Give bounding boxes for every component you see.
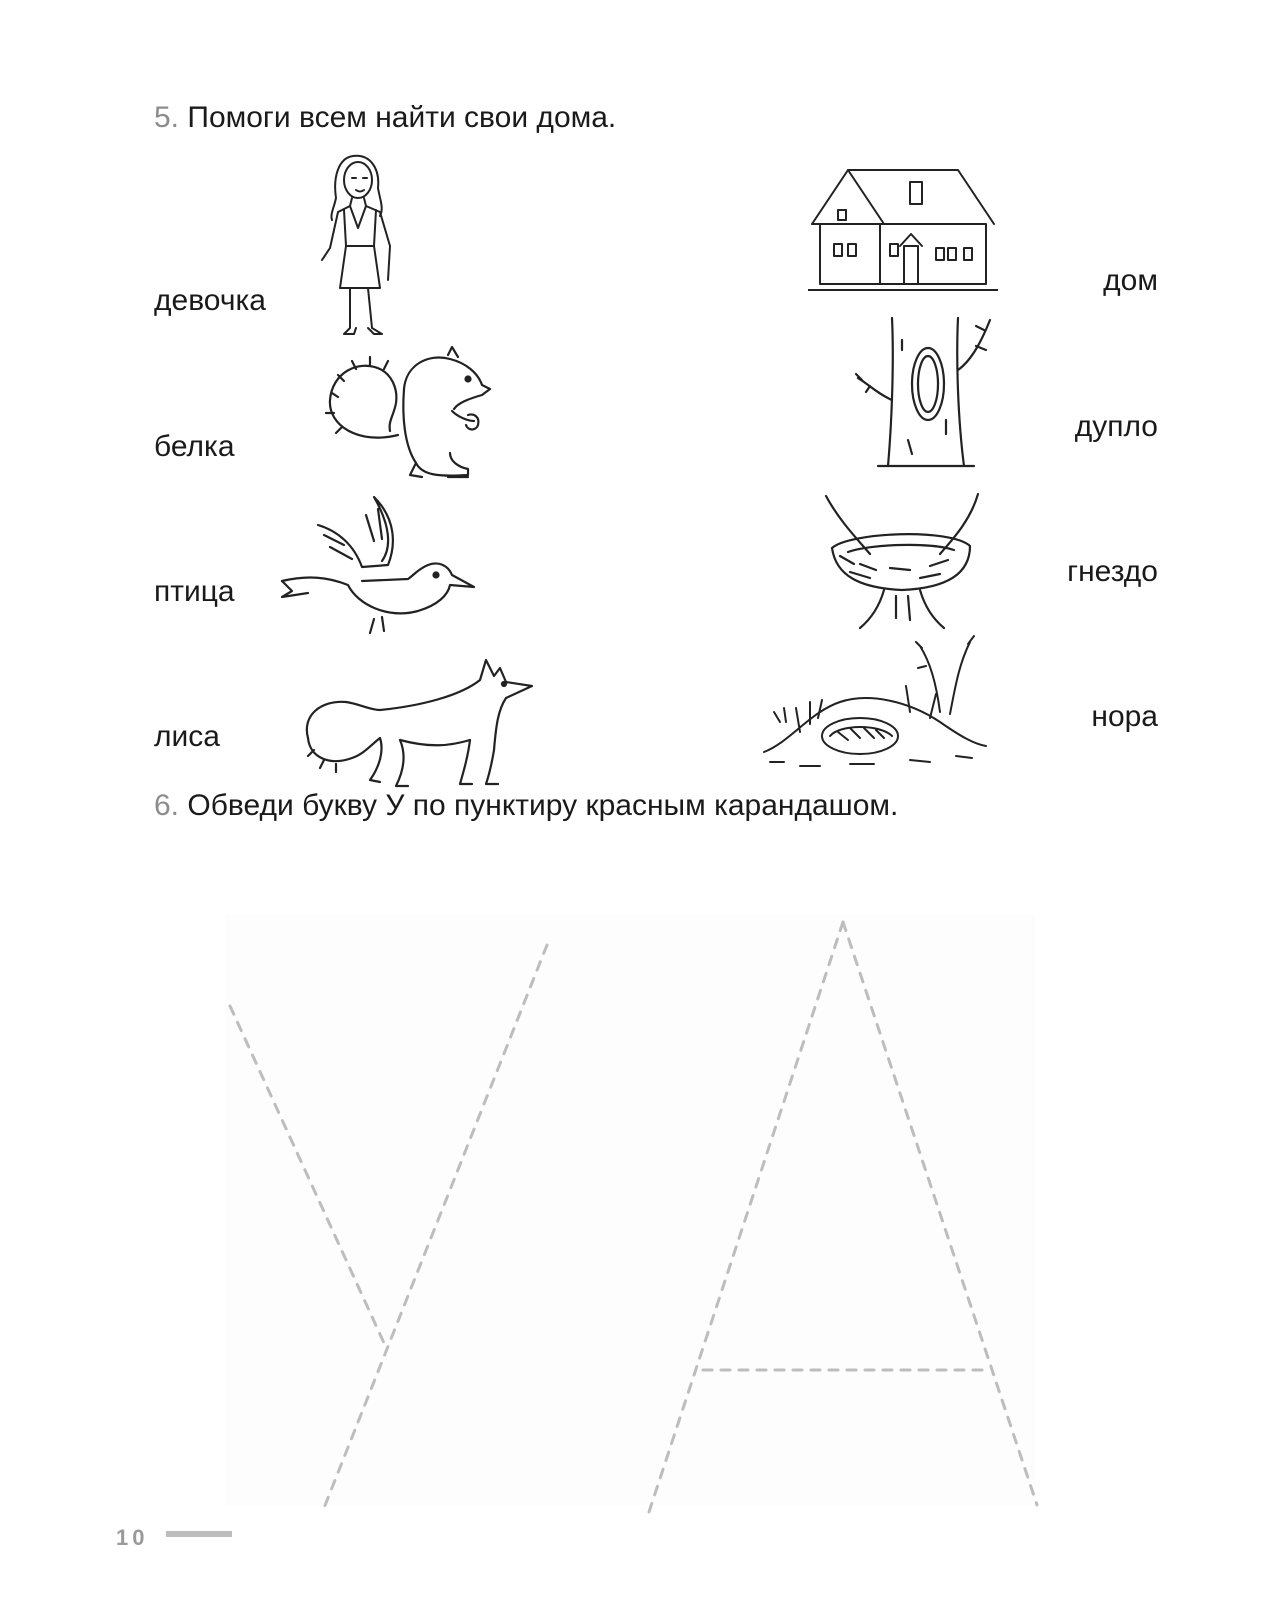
task-5-text: Помоги всем найти свои дома.	[187, 101, 617, 134]
word-burrow: нора	[1091, 700, 1158, 733]
letter-u-left-stroke[interactable]	[230, 1006, 384, 1343]
word-house: дом	[1103, 264, 1158, 297]
task-6-number: 6.	[154, 789, 180, 822]
letter-a-right-stroke[interactable]	[843, 922, 1037, 1505]
page-number-rule	[166, 1531, 232, 1537]
word-squirrel: белка	[154, 430, 235, 463]
page-number: 10	[116, 1525, 149, 1550]
task-6-text: Обведи букву У по пунктиру красным карандашом.	[187, 789, 899, 822]
word-tree-hollow: дупло	[1074, 410, 1158, 443]
word-girl: девочка	[154, 284, 266, 317]
letter-u-right-stroke[interactable]	[322, 945, 547, 1513]
task-5-number: 5.	[154, 101, 180, 134]
letter-a-left-stroke[interactable]	[648, 922, 843, 1515]
word-bird: птица	[154, 575, 235, 608]
word-fox: лиса	[154, 720, 220, 753]
word-nest: гнездо	[1067, 555, 1158, 588]
